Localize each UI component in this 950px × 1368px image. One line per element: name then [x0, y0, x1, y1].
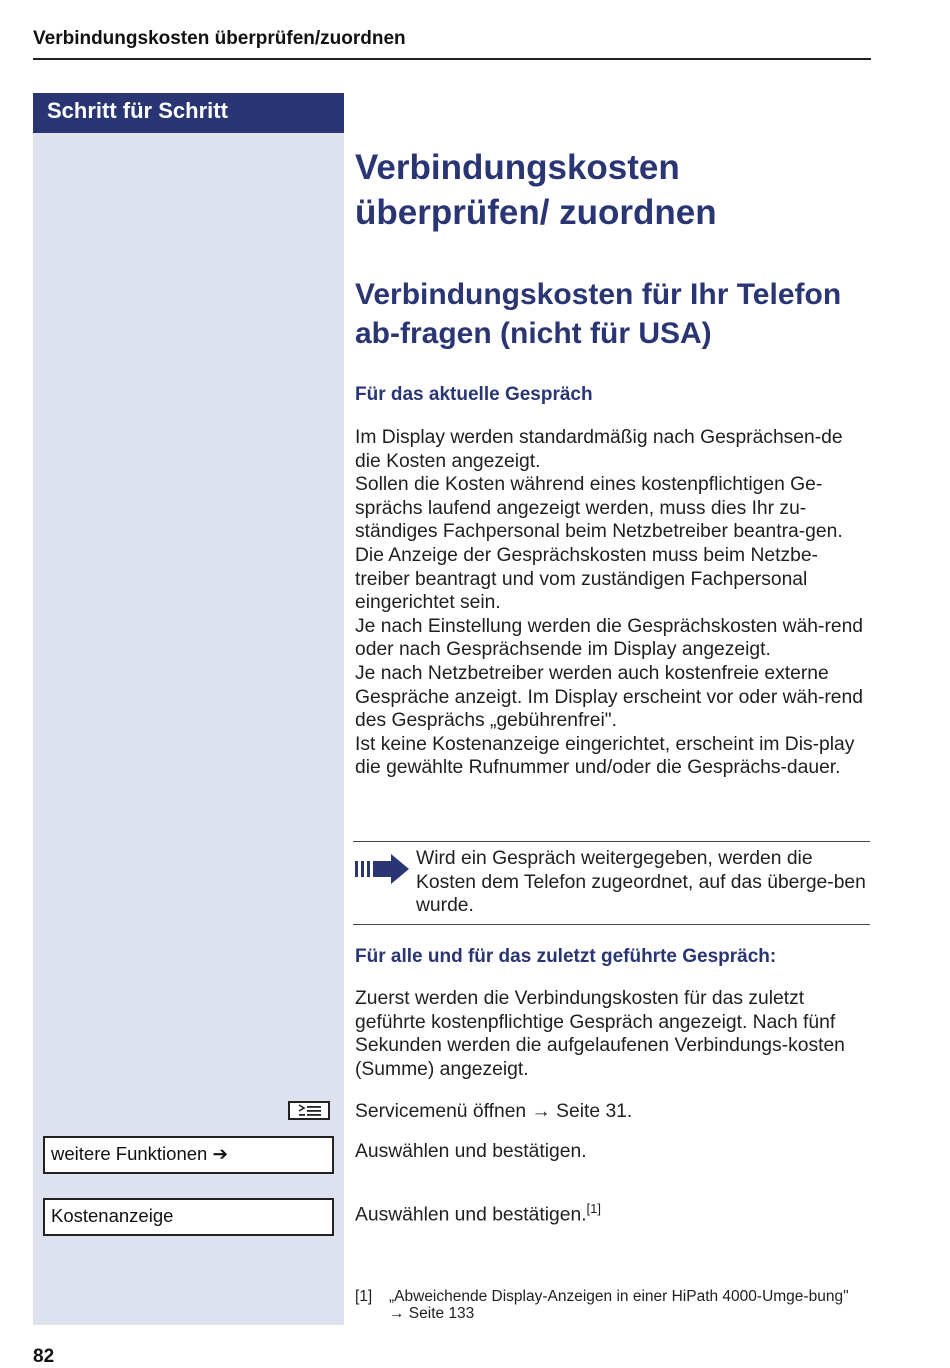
option-kostenanzeige[interactable]: Kostenanzeige — [43, 1198, 334, 1236]
page-title: Verbindungskosten überprüfen/ zuordnen — [355, 148, 717, 232]
step-select-confirm-footnote — [355, 1201, 601, 1226]
paragraph: Je nach Einstellung werden die Gesprächskosten wäh-rend oder nach Gesprächsende im Display angezeigt. — [355, 615, 864, 661]
footnote-ref[interactable]: [1] — [586, 1201, 602, 1216]
current-call-text — [355, 426, 870, 780]
header-rule — [33, 58, 871, 60]
footnote-number: [1] — [355, 1288, 373, 1305]
all-calls-text: Zuerst werden die Verbindungskosten für das zuletzt geführte kostenpflichtige Gespräch angezeigt. Nach fünf Sekunden werden die aufgelaufenen Verbindungs-kosten (Summe) angezeigt. — [355, 988, 845, 1080]
subsection-heading-all-calls: Für alle und für das zuletzt geführte Gespräch: — [355, 946, 777, 967]
sidebar-title: Schritt für Schritt — [33, 93, 344, 133]
footnote-text: „Abweichende Display-Anzeigen in einer HiPath 4000-Umge-bung" → Seite 133 — [389, 1288, 849, 1322]
note-box — [353, 841, 870, 925]
page-number: 82 — [33, 1346, 55, 1367]
step-open-service-menu: Servicemenü öffnen → Seite 31. — [355, 1101, 633, 1122]
paragraph: Je nach Netzbetreiber werden auch kostenfreie externe Gespräche anzeigt. Im Display erscheint vor oder wäh-rend des Gesprächs „gebührenfrei". — [355, 662, 863, 732]
service-menu-key-icon[interactable] — [288, 1101, 330, 1120]
paragraph: Im Display werden standardmäßig nach Gesprächsen-de die Kosten angezeigt. — [355, 427, 843, 472]
step-text: Auswählen und bestätigen. — [355, 1204, 587, 1226]
menu-lines-icon — [290, 1103, 328, 1118]
arrow-note-icon — [355, 854, 411, 884]
note-text: Wird ein Gespräch weitergegeben, werden die Kosten dem Telefon zugeordnet, auf das überge-ben wurde. — [416, 848, 866, 917]
section-title: Verbindungskosten für Ihr Telefon ab-fragen (nicht für USA) — [355, 278, 842, 350]
paragraph: Ist keine Kostenanzeige eingerichtet, erscheint im Dis-play die gewählte Rufnummer und/oder die Gesprächs-dauer. — [355, 733, 855, 779]
option-weitere-funktionen[interactable]: weitere Funktionen ➔ — [43, 1136, 334, 1174]
paragraph: Die Anzeige der Gesprächskosten muss beim Netzbe-treiber beantragt und vom zuständigen Fachpersonal eingerichtet sein. — [355, 544, 818, 614]
running-header: Verbindungskosten überprüfen/zuordnen — [33, 28, 406, 49]
subsection-heading-current-call: Für das aktuelle Gespräch — [355, 384, 593, 405]
step-select-confirm: Auswählen und bestätigen. — [355, 1141, 587, 1162]
paragraph: Sollen die Kosten während eines kostenpflichtigen Ge-sprächs laufend angezeigt werden, muss dies Ihr zu-ständiges Fachpersonal beim Netzbetreiber beantra-gen. — [355, 474, 843, 543]
